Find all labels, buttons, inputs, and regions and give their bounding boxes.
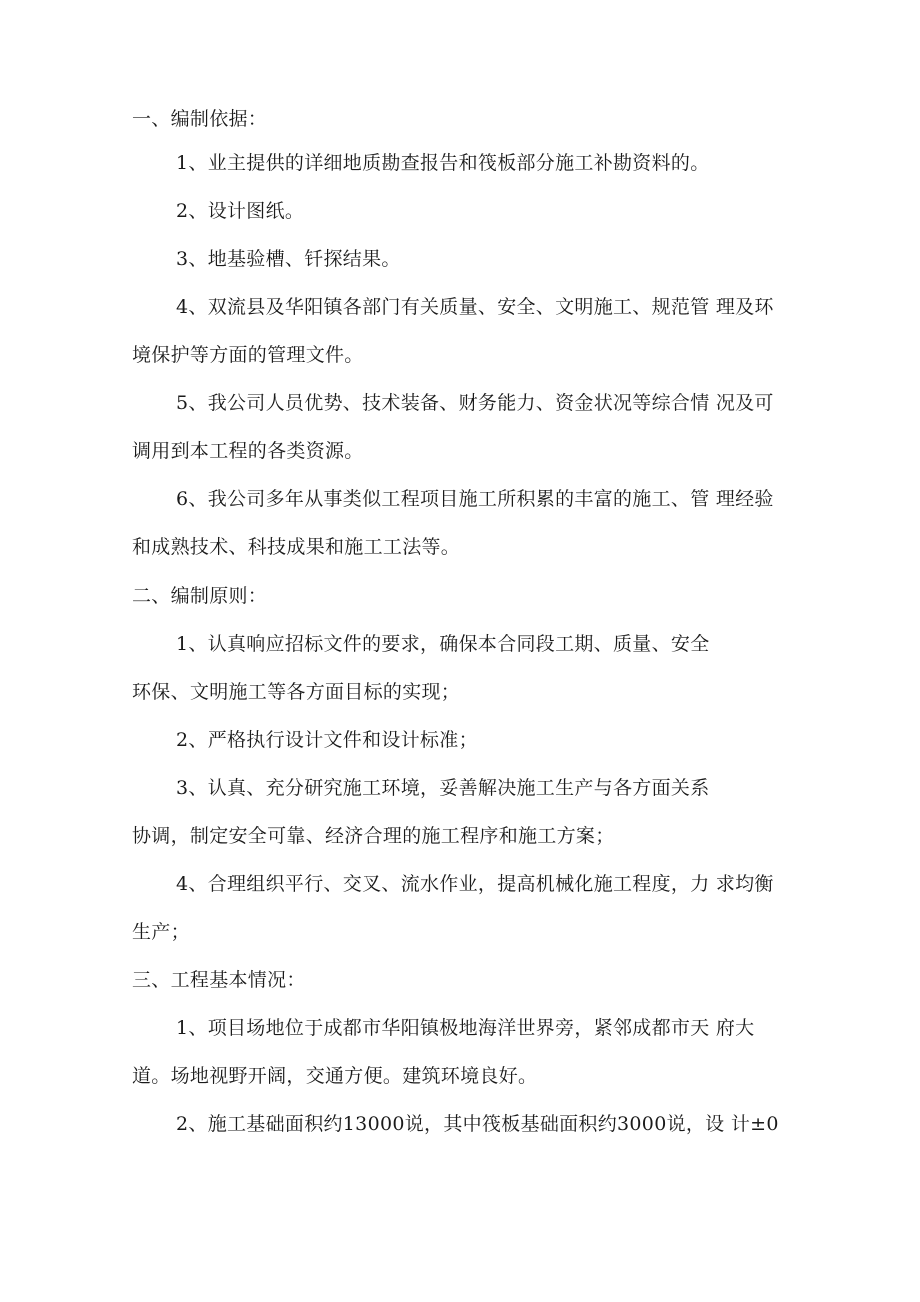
list-item-continuation: 境保护等方面的管理文件。 (132, 344, 364, 366)
list-item-continuation: 道。场地视野开阔，交通方便。建筑环境良好。 (132, 1065, 538, 1087)
list-item: 2、施工基础面积约13000说，其中筏板基础面积约3000说，设 计±0 (176, 1113, 779, 1135)
list-item-continuation: 生产； (132, 921, 190, 943)
list-item: 4、合理组织平行、交叉、流水作业，提高机械化施工程度，力 求均衡 (176, 873, 774, 895)
section-heading: 三、工程基本情况： (132, 969, 306, 991)
list-item: 4、双流县及华阳镇各部门有关质量、安全、文明施工、规范管 理及环 (176, 296, 774, 318)
list-item-continuation: 和成熟技术、科技成果和施工工法等。 (132, 536, 461, 558)
list-item-continuation: 环保、文明施工等各方面目标的实现； (132, 681, 461, 703)
list-item: 6、我公司多年从事类似工程项目施工所积累的丰富的施工、管 理经验 (176, 488, 774, 510)
list-item: 2、设计图纸。 (176, 200, 305, 222)
list-item: 3、地基验槽、钎探结果。 (176, 248, 401, 270)
list-item: 2、严格执行设计文件和设计标准； (176, 729, 478, 751)
list-item-continuation: 调用到本工程的各类资源。 (132, 440, 364, 462)
list-item: 1、项目场地位于成都市华阳镇极地海洋世界旁，紧邻成都市天 府大 (176, 1017, 755, 1039)
list-item-continuation: 协调，制定安全可靠、经济合理的施工程序和施工方案； (132, 825, 615, 847)
list-item: 1、认真响应招标文件的要求，确保本合同段工期、质量、安全 (176, 633, 710, 655)
section-heading: 二、编制原则： (132, 585, 268, 607)
list-item: 5、我公司人员优势、技术装备、财务能力、资金状况等综合情 况及可 (176, 392, 774, 414)
list-item: 3、认真、充分研究施工环境，妥善解决施工生产与各方面关系 (176, 777, 710, 799)
section-heading: 一、编制依据： (132, 108, 268, 130)
list-item: 1、业主提供的详细地质勘查报告和筏板部分施工补勘资料的。 (176, 152, 710, 174)
